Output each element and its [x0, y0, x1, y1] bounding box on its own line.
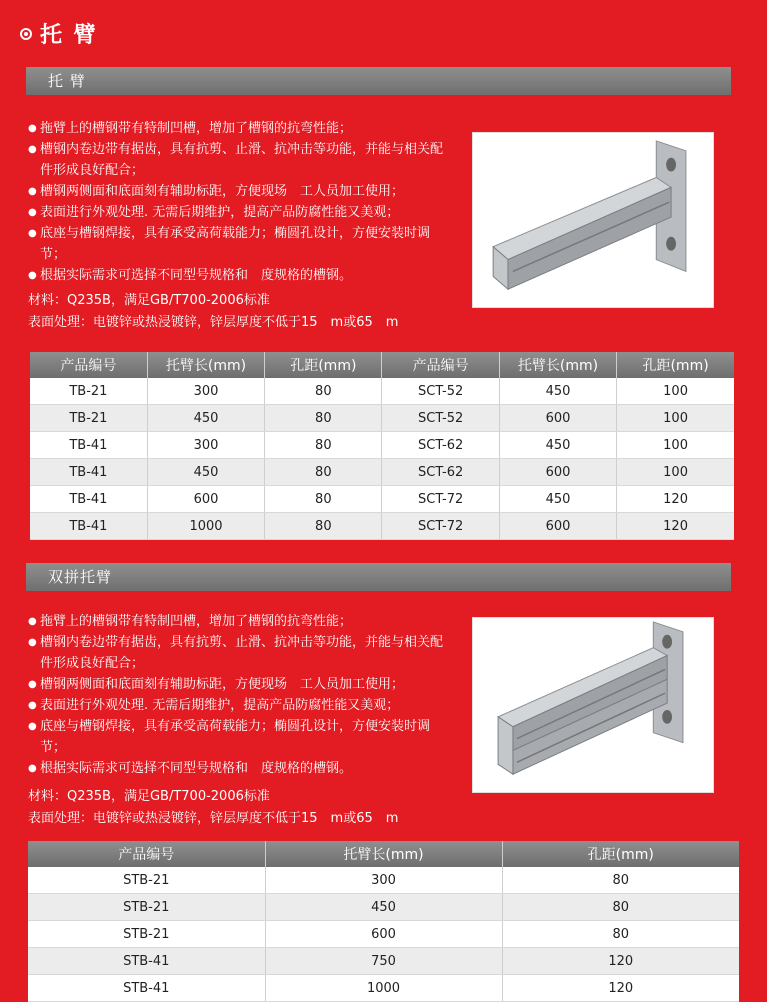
- feature-item: ● 根据实际需求可选择不同型号规格和 度规格的槽钢。: [28, 265, 448, 286]
- table-cell: TB-41: [30, 459, 147, 486]
- table-row: [30, 378, 734, 405]
- feature-item: ● 底座与槽钢焊接，具有承受高荷载能力；椭圆孔设计，方便安装时调节；: [28, 716, 448, 758]
- table-cell: 80: [265, 513, 382, 540]
- surface-text: 表面处理：电镀锌或热浸镀锌，锌层厚度不低于15 m或65 m: [28, 315, 399, 330]
- table-cell: SCT-62: [382, 459, 499, 486]
- material-text: 材料：Q235B，满足GB/T700-2006标准: [28, 293, 270, 308]
- table-cell: 120: [617, 486, 734, 513]
- target-bullet-icon: [20, 28, 32, 40]
- column-header: 孔距(mm): [265, 352, 382, 378]
- table-row: [28, 921, 739, 948]
- table-cell: 600: [499, 459, 616, 486]
- feature-item: ● 拖臂上的槽钢带有特制凹槽，增加了槽钢的抗弯性能；: [28, 118, 448, 139]
- table-cell: STB-21: [28, 867, 265, 894]
- table-cell: 80: [265, 486, 382, 513]
- page-title: [20, 18, 98, 49]
- feature-list-cantilever: [28, 118, 448, 286]
- table-cell: STB-21: [28, 894, 265, 921]
- table-cell: 600: [499, 513, 616, 540]
- table-cell: 450: [499, 378, 616, 405]
- table-cell: 450: [499, 486, 616, 513]
- table-header-row: [28, 841, 739, 867]
- table-row: [30, 513, 734, 540]
- table-cell: 450: [265, 894, 502, 921]
- double-cantilever-bracket-illustration: [473, 618, 713, 792]
- column-header: 产品编号: [382, 352, 499, 378]
- table-cell: 100: [617, 432, 734, 459]
- table-cell: TB-21: [30, 405, 147, 432]
- table-cell: 80: [502, 921, 739, 948]
- feature-list-double-cantilever: [28, 611, 448, 779]
- double-cantilever-spec-table: [28, 841, 739, 1002]
- table-cell: SCT-72: [382, 486, 499, 513]
- feature-item: ● 槽钢内卷边带有据齿，具有抗剪、止滑、抗冲击等功能，并能与相关配件形成良好配合；: [28, 632, 448, 674]
- cantilever-spec-table: [30, 352, 734, 540]
- column-header: 托臂长(mm): [499, 352, 616, 378]
- feature-item: ● 拖臂上的槽钢带有特制凹槽，增加了槽钢的抗弯性能；: [28, 611, 448, 632]
- table-row: [28, 894, 739, 921]
- table-cell: 80: [265, 405, 382, 432]
- table-cell: 100: [617, 378, 734, 405]
- table-cell: TB-41: [30, 513, 147, 540]
- feature-item: ● 表面进行外观处理. 无需后期维护，提高产品防腐性能又美观；: [28, 202, 448, 223]
- table-cell: TB-21: [30, 378, 147, 405]
- table-cell: 300: [265, 867, 502, 894]
- feature-item: ● 槽钢两侧面和底面刻有辅助标距，方便现场 工人员加工使用；: [28, 674, 448, 695]
- table-cell: 100: [617, 405, 734, 432]
- table-cell: 1000: [147, 513, 264, 540]
- table-row: [30, 486, 734, 513]
- section-header-cantilever: 托 臂: [26, 67, 731, 95]
- table-row: [28, 948, 739, 975]
- section-header-double-cantilever: 双拼托臂: [26, 563, 731, 591]
- table-cell: 450: [499, 432, 616, 459]
- cantilever-bracket-illustration: [473, 133, 713, 307]
- table-cell: 80: [265, 378, 382, 405]
- cantilever-bracket-image: [472, 132, 714, 308]
- feature-item: ● 槽钢两侧面和底面刻有辅助标距，方便现场 工人员加工使用；: [28, 181, 448, 202]
- table-cell: 600: [499, 405, 616, 432]
- feature-item: ● 表面进行外观处理. 无需后期维护，提高产品防腐性能又美观；: [28, 695, 448, 716]
- table-cell: 1000: [265, 975, 502, 1002]
- table-row: [30, 432, 734, 459]
- table-cell: 120: [502, 975, 739, 1002]
- table-cell: 600: [265, 921, 502, 948]
- table-cell: TB-41: [30, 486, 147, 513]
- table-cell: STB-41: [28, 948, 265, 975]
- table-cell: STB-41: [28, 975, 265, 1002]
- table-cell: 80: [502, 867, 739, 894]
- table-cell: 80: [265, 459, 382, 486]
- column-header: 产品编号: [28, 841, 265, 867]
- table-row: [28, 975, 739, 1002]
- table-cell: 300: [147, 378, 264, 405]
- table-cell: 100: [617, 459, 734, 486]
- table-cell: 120: [502, 948, 739, 975]
- table-cell: 450: [147, 405, 264, 432]
- table-cell: 450: [147, 459, 264, 486]
- table-cell: 600: [147, 486, 264, 513]
- table-cell: TB-41: [30, 432, 147, 459]
- table-cell: 80: [265, 432, 382, 459]
- table-cell: SCT-52: [382, 378, 499, 405]
- double-cantilever-bracket-image: [472, 617, 714, 793]
- table-cell: STB-21: [28, 921, 265, 948]
- material-text: 材料：Q235B，满足GB/T700-2006标准: [28, 789, 270, 804]
- table-row: [28, 867, 739, 894]
- table-cell: 80: [502, 894, 739, 921]
- column-header: 产品编号: [30, 352, 147, 378]
- table-cell: 750: [265, 948, 502, 975]
- table-cell: SCT-72: [382, 513, 499, 540]
- feature-item: ● 根据实际需求可选择不同型号规格和 度规格的槽钢。: [28, 758, 448, 779]
- column-header: 托臂长(mm): [147, 352, 264, 378]
- table-cell: 300: [147, 432, 264, 459]
- table-header-row: [30, 352, 734, 378]
- table-cell: 120: [617, 513, 734, 540]
- table-cell: SCT-52: [382, 405, 499, 432]
- column-header: 托臂长(mm): [265, 841, 502, 867]
- page-title-text: 托 臂: [40, 23, 98, 48]
- feature-item: ● 槽钢内卷边带有据齿，具有抗剪、止滑、抗冲击等功能，并能与相关配件形成良好配合；: [28, 139, 448, 181]
- table-row: [30, 459, 734, 486]
- column-header: 孔距(mm): [502, 841, 739, 867]
- table-cell: SCT-62: [382, 432, 499, 459]
- column-header: 孔距(mm): [617, 352, 734, 378]
- table-row: [30, 405, 734, 432]
- surface-text: 表面处理：电镀锌或热浸镀锌，锌层厚度不低于15 m或65 m: [28, 811, 399, 826]
- feature-item: ● 底座与槽钢焊接，具有承受高荷载能力；椭圆孔设计，方便安装时调节；: [28, 223, 448, 265]
